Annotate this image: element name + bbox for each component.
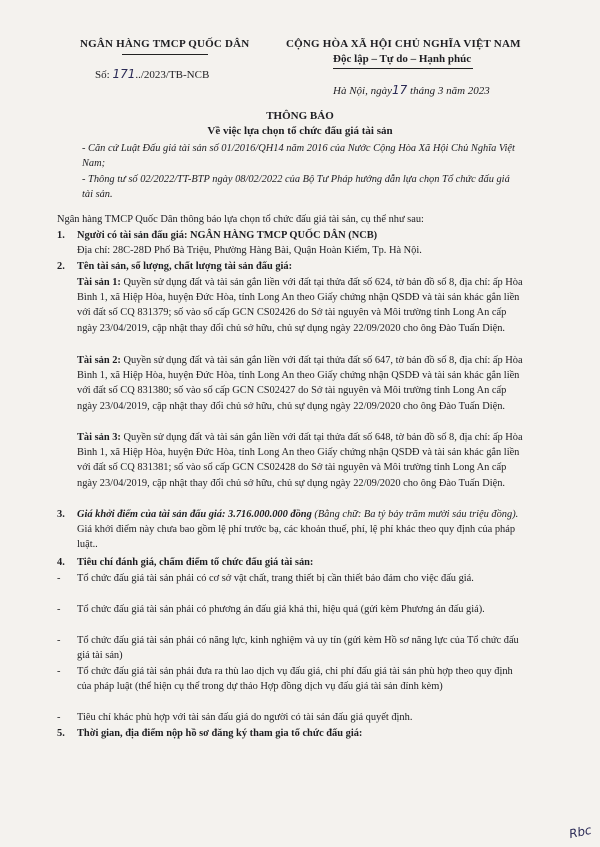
starting-price: Giá khởi điểm của tài sản đấu giá: 3.716.000.000 đồng	[77, 509, 312, 520]
criteria-dash-3: -	[57, 635, 61, 646]
criteria-item-3: Tổ chức đấu giá tài sản phải có năng lực, kinh nghiệm và uy tín (gửi kèm Hồ sơ năng lực của Tổ chức đấu giá tài sản)	[77, 635, 519, 662]
asset-2-name: Tài sản 2:	[77, 355, 121, 366]
document-subtitle: Về việc lựa chọn tổ chức đấu giá tài sản	[207, 125, 393, 137]
asset-3	[77, 430, 525, 491]
criteria-dash-5: -	[57, 712, 61, 723]
country-name: CỘNG HÒA XÃ HỘI CHỦ NGHĨA VIỆT NAM	[286, 38, 521, 50]
asset-1-name: Tài sản 1:	[77, 277, 121, 288]
criteria-dash-4: -	[57, 666, 61, 677]
section-3-body	[77, 507, 525, 553]
criteria-item-2: Tổ chức đấu giá tài sản phải có phương án đấu giá khả thi, hiệu quả (gửi kèm Phương án đấu giá).	[77, 604, 485, 615]
section-5-label: Thời gian, địa điểm nộp hồ sơ đăng ký tham gia tổ chức đấu giá:	[77, 728, 363, 739]
intro-paragraph: Ngân hàng TMCP Quốc Dân thông báo lựa chọn tổ chức đấu giá tài sản, cụ thể như sau:	[57, 214, 424, 225]
legal-basis-2: - Thông tư số 02/2022/TT-BTP ngày 08/02/2022 của Bộ Tư Pháp hướng dẫn lựa chọn Tổ chức đấu giá tài sản.	[82, 174, 510, 200]
document-title: THÔNG BÁO	[266, 110, 334, 122]
handwritten-signature: Rbc	[568, 822, 594, 842]
asset-3-text: Quyền sử dụng đất và tài sản gắn liền với đất tại thửa đất số 648, tờ bản đồ số 8, địa chỉ: ấp Hòa Bình 1, xã Hiệp Hòa, huyện Đức Hòa, tỉnh Long An theo Giấy chứng nhận QSDĐ và tài sản khác gắn liền với đất số CQ 831381; số vào sổ cấp GCN CS02428 do Sở tài nguyên và Môi trường tỉnh Long An cấp ngày 23/04/2019, cập nhật thay đổi chủ sở hữu, chủ sự dụng ngày 22/09/2020 cho ông Đào Tuấn Diện.	[77, 432, 523, 489]
criteria-item-5: Tiêu chí khác phù hợp với tài sản đấu giá do người có tài sản đấu giá quyết định.	[77, 712, 413, 723]
criteria-dash-1: -	[57, 573, 61, 584]
criteria-item-1: Tổ chức đấu giá tài sản phải có cơ sở vật chất, trang thiết bị cần thiết bảo đảm cho việc đấu giá.	[77, 573, 474, 584]
section-2-number: 2.	[57, 261, 65, 272]
section-1-label: Người có tài sản đấu giá: NGÂN HÀNG TMCP QUỐC DÂN (NCB)	[77, 230, 378, 241]
national-motto: Độc lập – Tự do – Hạnh phúc	[333, 53, 472, 65]
section-4-number: 4.	[57, 557, 65, 568]
bank-name-underline	[122, 54, 208, 55]
document-number-handwritten: 171	[112, 67, 136, 81]
asset-2-text: Quyền sử dụng đất và tài sản gắn liền với đất tại thửa đất số 647, tờ bản đồ số 8, địa chỉ: ấp Hòa Bình 1, xã Hiệp Hòa, huyện Đức Hòa, tỉnh Long An theo Giấy chứng nhận QSDĐ và tài sản khác gắn liền với đất số CQ 831380; số vào sổ cấp GCN CS02427 do Sở tài nguyên và Môi trường tỉnh Long An cấp ngày 23/04/2019, cập nhật thay đổi chủ sở hữu, chủ sự dụng ngày 22/09/2020 cho ông Đào Tuấn Diện.	[77, 355, 523, 412]
section-3-number: 3.	[57, 509, 65, 520]
section-1-address: Địa chỉ: 28C-28D Phố Bà Triệu, Phường Hàng Bài, Quận Hoàn Kiếm, Tp. Hà Nội.	[77, 245, 422, 256]
criteria-item-4: Tổ chức đấu giá tài sản phải đưa ra thù lao dịch vụ đấu giá, chi phí đấu giá tài sản phù hợp theo quy định của pháp luật (thể hiện cụ thể trong dự thảo Hợp đồng dịch vụ đấu giá tài sản đính kèm)	[77, 666, 513, 693]
starting-price-words: (Bằng chữ: Ba tỷ bảy trăm mười sáu triệu đồng).	[311, 509, 519, 520]
section-4-label: Tiêu chí đánh giá, chấm điểm tổ chức đấu giá tài sản:	[77, 557, 314, 568]
asset-2	[77, 353, 525, 414]
bank-name: NGÂN HÀNG TMCP QUỐC DÂN	[80, 38, 250, 50]
issue-day-handwritten: 17	[391, 83, 408, 97]
section-5-number: 5.	[57, 728, 65, 739]
section-2-label: Tên tài sản, số lượng, chất lượng tài sản đấu giá:	[77, 261, 293, 272]
criteria-dash-2: -	[57, 604, 61, 615]
asset-1	[77, 275, 525, 336]
asset-3-name: Tài sản 3:	[77, 432, 121, 443]
section-1-number: 1.	[57, 230, 65, 241]
issue-date: Hà Nội, ngày17 tháng 3 năm 2023	[333, 83, 490, 97]
starting-price-note: Giá khởi điểm này chưa bao gồm lệ phí trước bạ, các khoản thuế, phí, lệ phí khác theo quy định của pháp luật..	[77, 524, 516, 551]
asset-1-text: Quyền sử dụng đất và tài sản gắn liền với đất tại thửa đất số 624, tờ bản đồ số 8, địa chỉ: ấp Hòa Bình 1, xã Hiệp Hòa, huyện Đức Hòa, tỉnh Long An theo Giấy chứng nhận QSDĐ và tài sản khác gắn liền với đất số CQ 831379; số vào sổ cấp GCN CS02426 do Sở tài nguyên và Môi trường tỉnh Long An cấp ngày 23/04/2019, cập nhật thay đổi chủ sở hữu, chủ sự dụng ngày 22/09/2020 cho ông Đào Tuấn Diện.	[77, 277, 523, 334]
document-number: Số: 171../2023/TB-NCB	[95, 67, 210, 81]
motto-underline	[333, 68, 473, 69]
legal-basis-1: - Căn cứ Luật Đấu giá tài sản số 01/2016/QH14 năm 2016 của Nước Cộng Hòa Xã Hội Chủ Nghĩa Việt Nam;	[82, 143, 515, 169]
